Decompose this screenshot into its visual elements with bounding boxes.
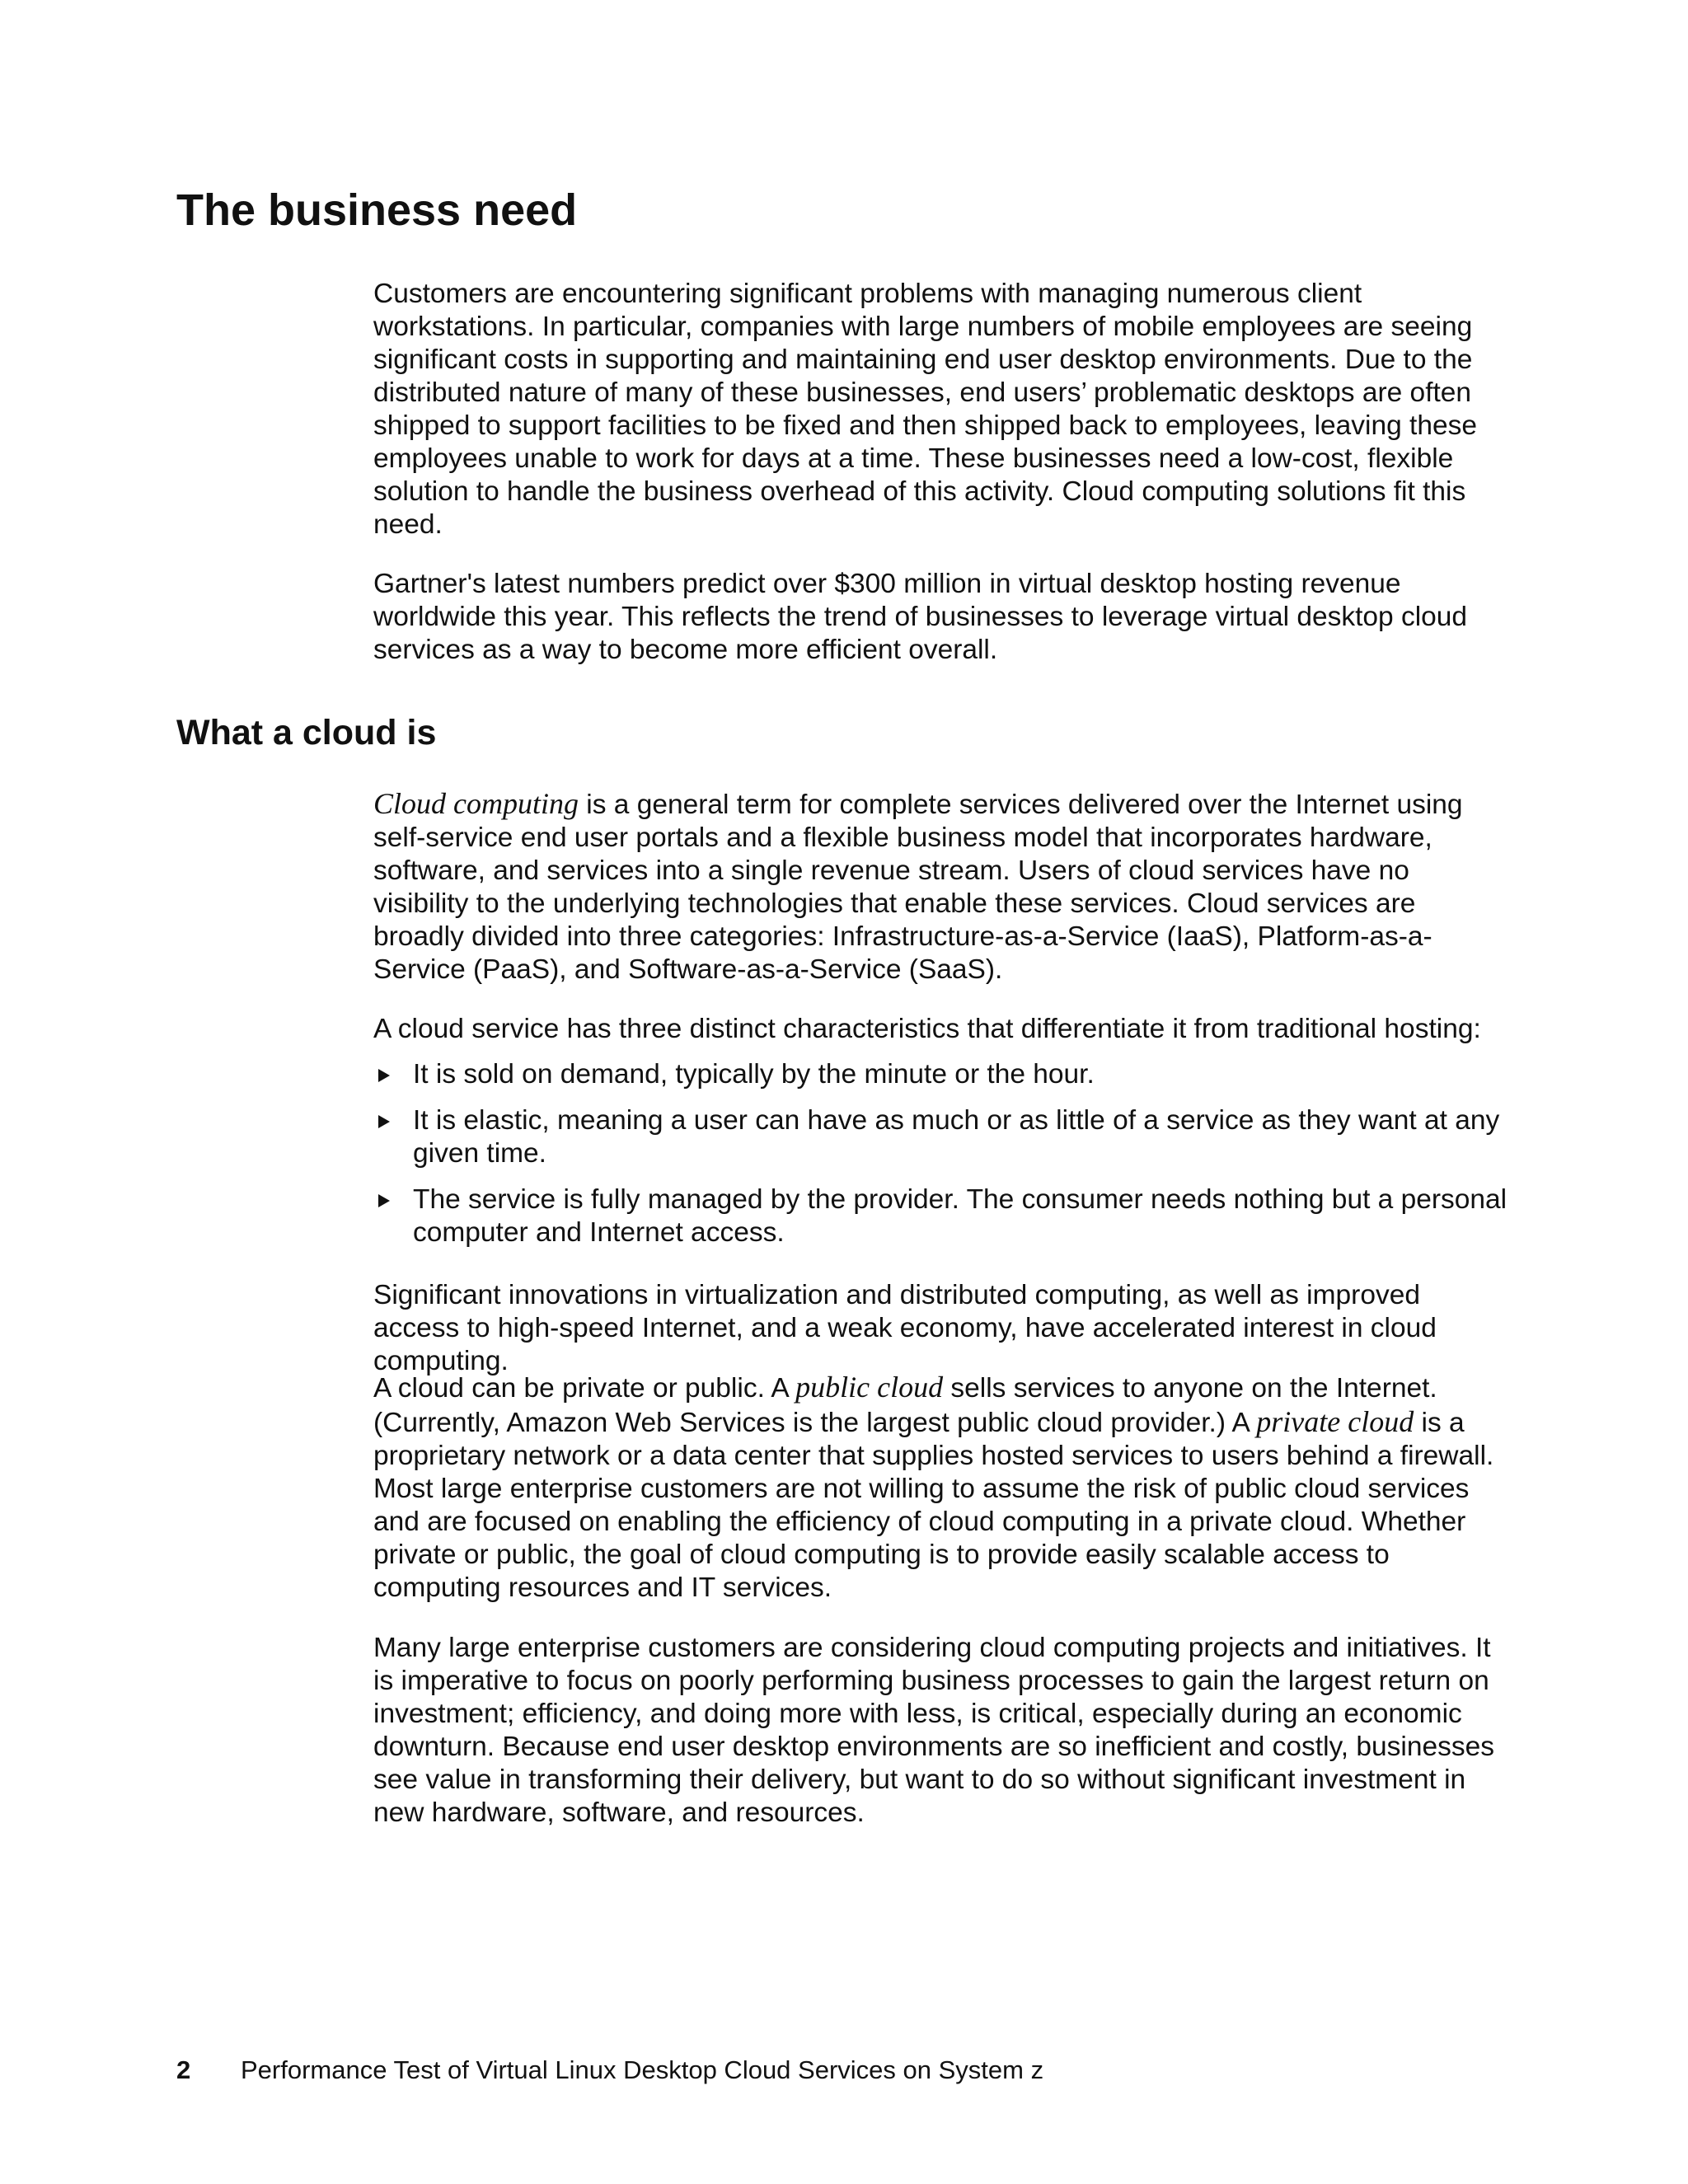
private-public-text-2: sells services to anyone on the Internet. (Currently, Amazon Web Services is the largest public cloud provider.) A <box>373 1373 1437 1438</box>
cloud-definition-text: is a general term for complete services delivered over the Internet using self-service end user portals and a flexible business model that incorporates hardware, software, and services into a single revenue stream. Users of cloud services have no visibility to the underlying technologies that enable these services. Cloud services are broadly divided into three categories: Infrastructure-as-a-Service (IaaS), Platform-as-a-Service (PaaS), and Software-as-a-Service (SaaS). <box>373 790 1463 985</box>
paragraph-cloud-definition <box>373 787 1511 987</box>
paragraph-business-need-1: Customers are encountering significant problems with managing numerous client workstations. In particular, companies with large numbers of mobile employees are seeing significant costs in supporting and maintaining end user desktop environments. Due to the distributed nature of many of these businesses, end users’ problematic desktops are often shipped to support facilities to be fixed and then shipped back to employees, leaving these employees unable to work for days at a time. These businesses need a low-cost, flexible solution to handle the business overhead of this activity. Cloud computing solutions fit this need. <box>373 279 1478 540</box>
bullet-triangle-icon <box>378 1069 390 1082</box>
paragraph-enterprise-customers: Many large enterprise customers are considering cloud computing projects and initiatives. It is imperative to focus on poorly performing business processes to gain the largest return on investment; efficiency, and doing more with less, is critical, especially during an economic downturn. Because end user desktop environments are so inefficient and costly, businesses see value in transforming their delivery, but want to do so without significant investment in new hardware, software, and resources. <box>373 1633 1495 1828</box>
page-footer <box>176 2054 1043 2087</box>
characteristics-list <box>373 1058 1511 1249</box>
term-cloud-computing: Cloud computing <box>373 787 579 820</box>
bullet-triangle-icon <box>378 1194 390 1207</box>
list-item-text: It is sold on demand, typically by the minute or the hour. <box>413 1059 1095 1090</box>
paragraph-business-need-2: Gartner's latest numbers predict over $300 million in virtual desktop hosting revenue worldwide this year. This reflects the trend of businesses to leverage virtual desktop cloud services as a way to become more efficient overall. <box>373 569 1468 665</box>
bullet-triangle-icon <box>378 1115 390 1128</box>
heading-what-a-cloud-is: What a cloud is <box>176 713 437 752</box>
list-item <box>373 1104 1511 1170</box>
footer-title: Performance Test of Virtual Linux Desktop Cloud Services on System z <box>241 2055 1044 2084</box>
private-public-text-1: A cloud can be private or public. A <box>373 1373 796 1404</box>
paragraph-private-public <box>373 1371 1511 1605</box>
paragraph-innovations: Significant innovations in virtualization and distributed computing, as well as improved access to high-speed Internet, and a weak economy, have accelerated interest in cloud computing. <box>373 1280 1437 1376</box>
heading-business-need: The business need <box>176 185 578 235</box>
list-item-text: It is elastic, meaning a user can have as much or as little of a service as they want at any given time. <box>413 1105 1500 1169</box>
list-item-text: The service is fully managed by the provider. The consumer needs nothing but a personal computer and Internet access. <box>413 1184 1507 1248</box>
list-item <box>373 1183 1511 1249</box>
paragraph-cloud-characteristics-intro: A cloud service has three distinct characteristics that differentiate it from traditional hosting: <box>373 1014 1481 1044</box>
term-private-cloud: private cloud <box>1256 1405 1414 1438</box>
term-public-cloud: public cloud <box>795 1371 944 1404</box>
page-number: 2 <box>176 2055 191 2084</box>
private-public-text-3: is a proprietary network or a data center that supplies hosted services to users behind a firewall. Most large enterprise customers are not willing to assume the risk of public cloud services and are focused on enabling the efficiency of cloud computing in a private cloud. Whether private or public, the goal of cloud computing is to provide easily scalable access to computing resources and IT services. <box>373 1408 1494 1603</box>
list-item <box>373 1058 1511 1091</box>
